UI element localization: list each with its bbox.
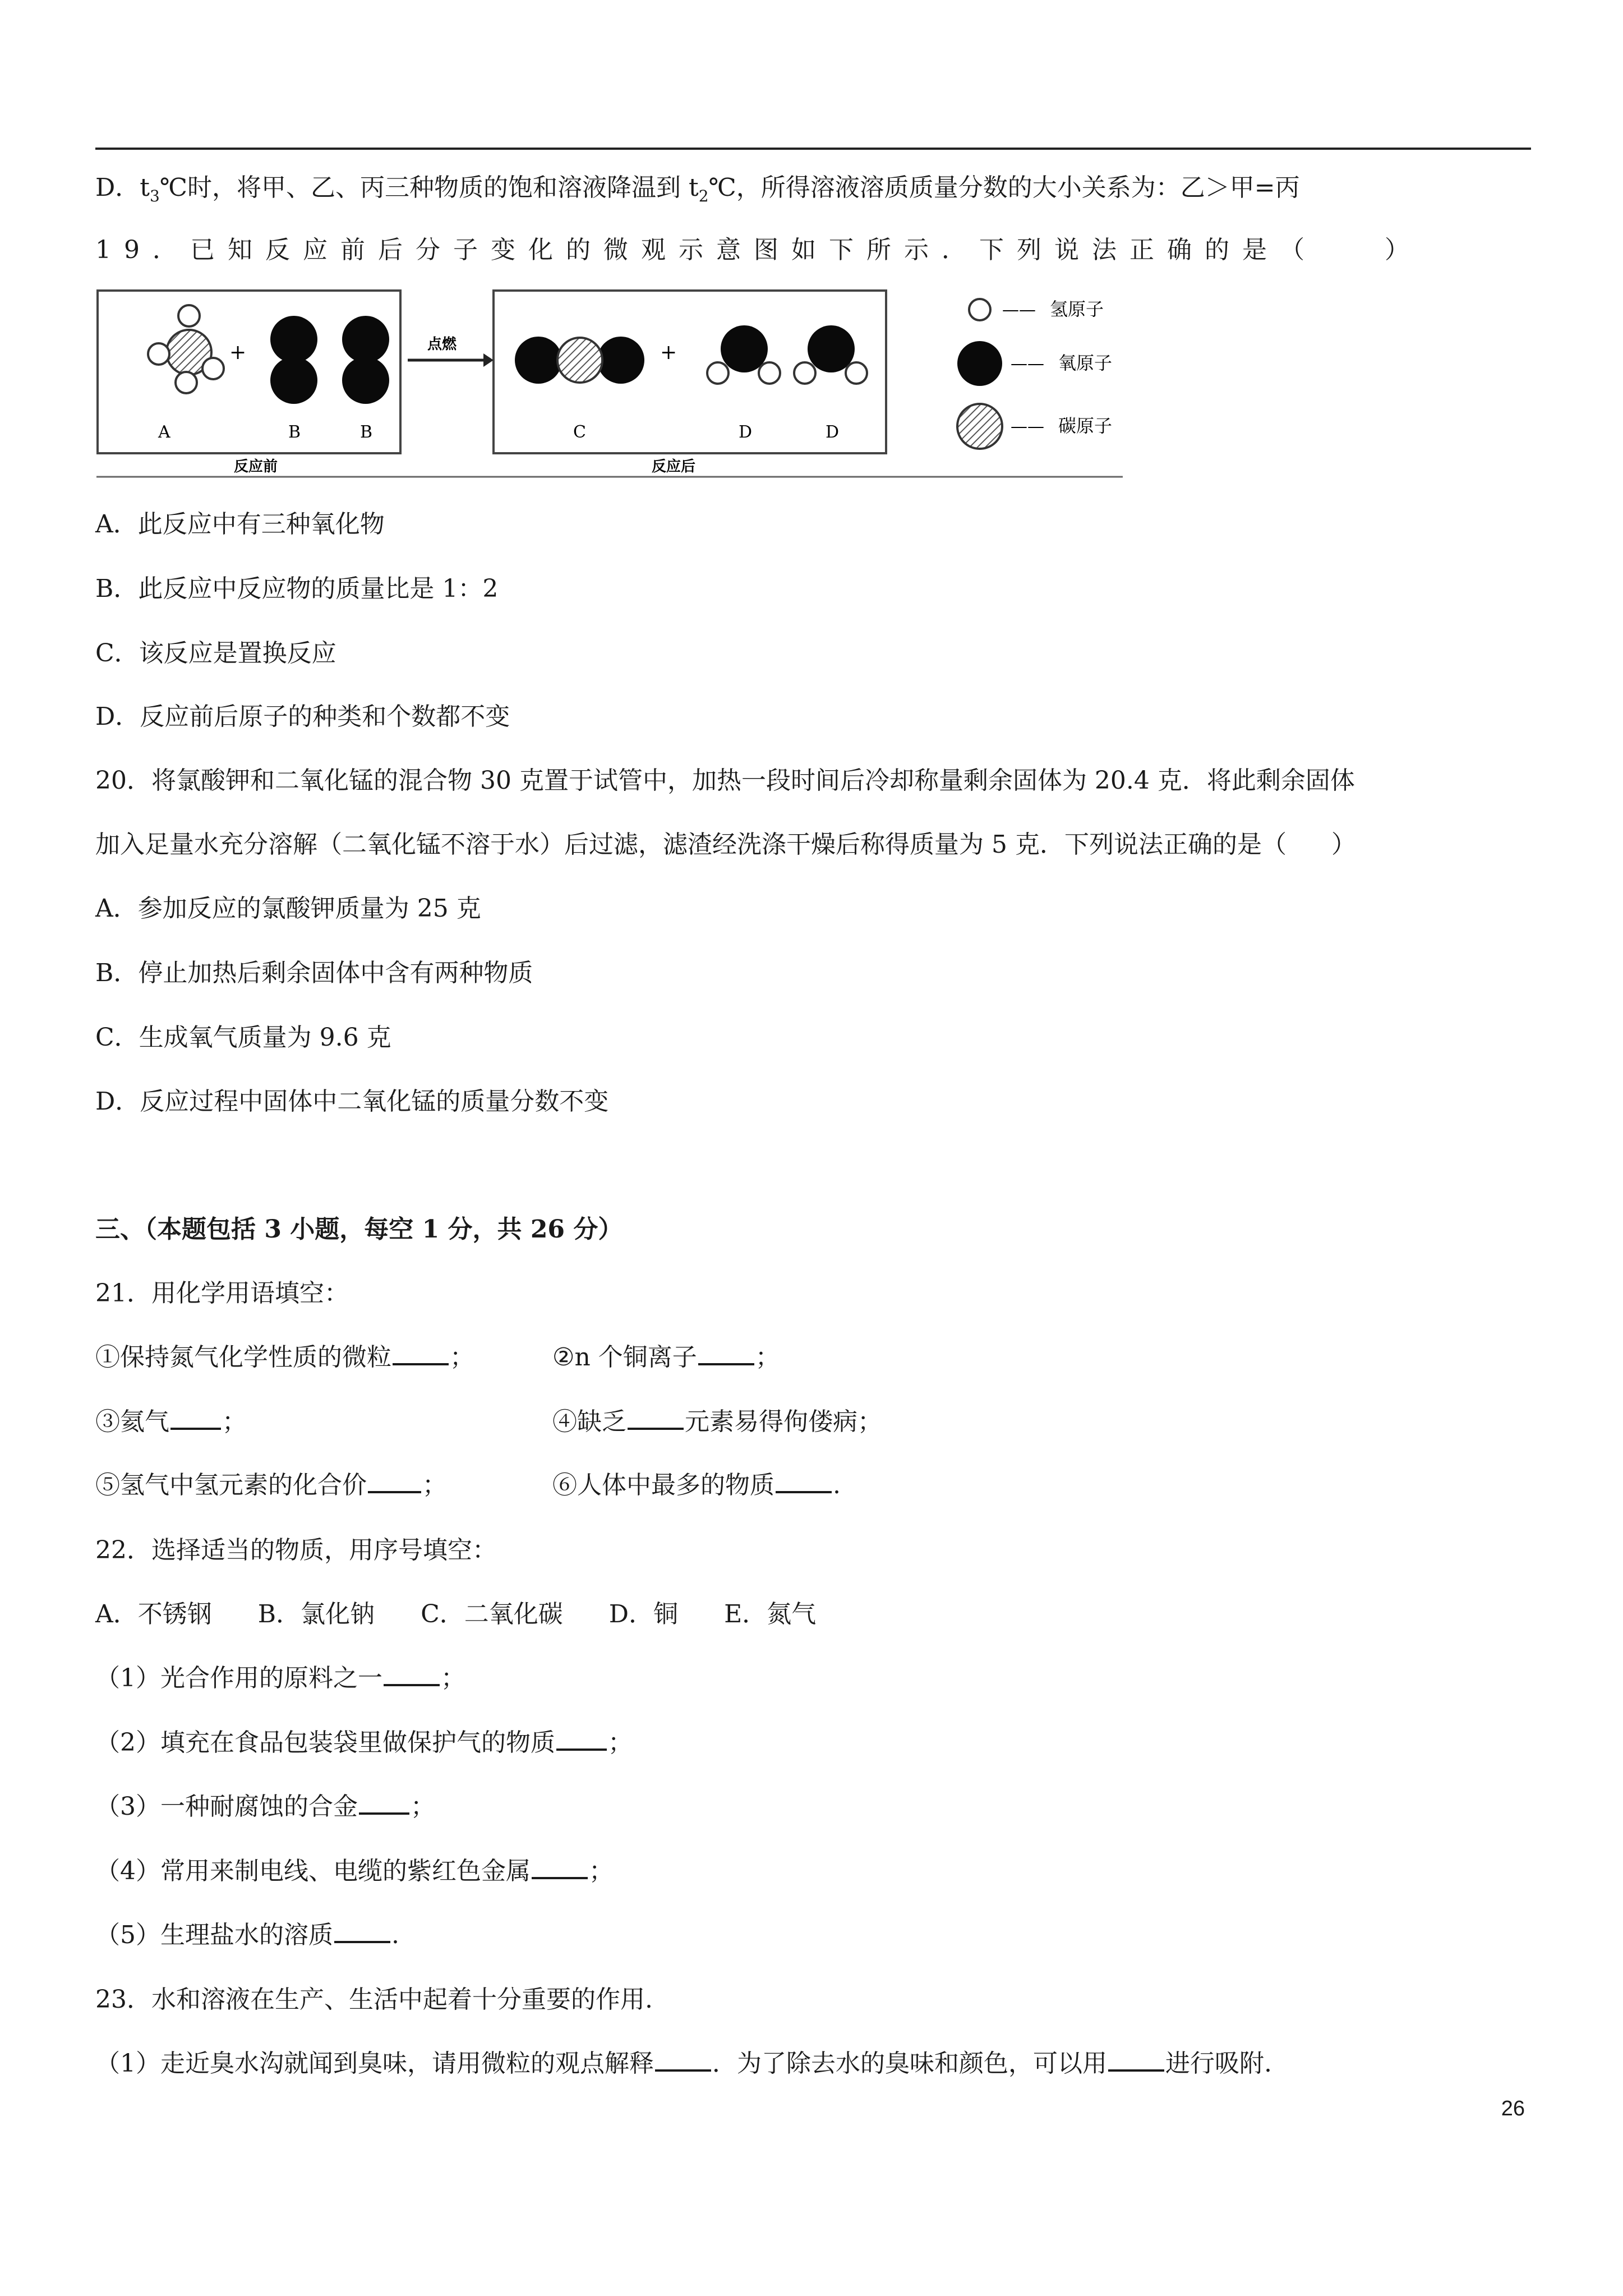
caption-before: 反应前 [234, 458, 278, 475]
hydrogen-atom-icon [969, 299, 990, 320]
q20-option-c: C．生成氧气质量为 9.6 克 [95, 1023, 391, 1052]
methane-molecule-icon [148, 305, 224, 393]
arrow-label: 点燃 [427, 336, 457, 353]
answer-blank[interactable] [655, 2047, 711, 2072]
q21-item-4: ④缺乏 元素易得佝偻病； [552, 1405, 882, 1439]
plus-after: + [660, 341, 677, 364]
q22-choice: A．不锈钢 [95, 1600, 212, 1628]
oxygen-atom-icon [957, 341, 1002, 386]
q22-choice: D．铜 [608, 1600, 679, 1628]
legend-hydrogen: 氢原子 [1050, 298, 1104, 320]
q19-option-d: D．反应前后原子的种类和个数都不变 [95, 702, 510, 731]
label-d2: D [826, 422, 840, 442]
page-number: 26 [1501, 2097, 1525, 2120]
q20-option-a: A．参加反应的氯酸钾质量为 25 克 [95, 894, 481, 923]
water-molecule-icon [794, 325, 867, 384]
answer-blank[interactable] [532, 1855, 588, 1879]
q21-item-2: ②n 个铜离子 ； [552, 1341, 780, 1374]
q20-stem-line2: 加入足量水充分溶解（二氧化锰不溶于水）后过滤，滤渣经洗涤干燥后称得质量为 5 克．下列说法正确的是（ ） [95, 830, 1356, 859]
q21-item-3: ③氦气 ； [95, 1405, 247, 1439]
answer-blank[interactable] [776, 1469, 832, 1493]
answer-blank[interactable] [556, 1726, 607, 1751]
q23-item-1: （1）走近臭水沟就闻到臭味，请用微粒的观点解释 ．为了除去水的臭味和颜色，可以用 进行吸附. [95, 2047, 1272, 2081]
answer-blank[interactable] [698, 1341, 754, 1365]
q22-item-5: （5）生理盐水的溶质 . [95, 1918, 399, 1952]
answer-blank[interactable] [359, 1790, 409, 1815]
q20-stem-line1: 20．将氯酸钾和二氧化锰的混合物 30 克置于试管中，加热一段时间后冷却称量剩余固体为 20.4 克．将此剩余固体 [95, 766, 1355, 795]
legend-dash-1: —— [1002, 300, 1036, 320]
answer-blank[interactable] [384, 1662, 440, 1686]
legend-dash-2: —— [1011, 354, 1044, 374]
label-b2: B [360, 422, 373, 442]
answer-blank[interactable] [1108, 2047, 1164, 2072]
q20-option-b: B．停止加热后剩余固体中含有两种物质 [95, 959, 533, 987]
legend-carbon: 碳原子 [1058, 415, 1113, 436]
header-rule [95, 148, 1531, 150]
q20-option-d: D．反应过程中固体中二氧化锰的质量分数不变 [95, 1087, 609, 1116]
q19-option-b: B．此反应中反应物的质量比是 1：2 [95, 574, 499, 603]
q21-item-5: ⑤氢气中氢元素的化合价 ； [95, 1469, 447, 1502]
water-molecule-icon [707, 325, 780, 384]
q23-stem: 23．水和溶液在生产、生活中起着十分重要的作用. [95, 1985, 653, 2014]
q19-option-a: A．此反应中有三种氧化物 [95, 510, 385, 539]
q22-item-4: （4）常用来制电线、电缆的紫红色金属 ； [95, 1855, 614, 1888]
carbon-atom-icon [957, 404, 1002, 449]
label-d1: D [739, 422, 753, 442]
oxygen-molecule-icon [270, 316, 317, 404]
q22-choice: B．氯化钠 [257, 1600, 375, 1628]
answer-blank[interactable] [393, 1341, 449, 1365]
plus-before: + [229, 341, 247, 364]
label-a: A [158, 422, 170, 442]
reaction-diagram [96, 280, 1162, 482]
label-b1: B [288, 422, 301, 442]
q22-item-1: （1）光合作用的原料之一 ； [95, 1662, 465, 1695]
q19-option-c: C．该反应是置换反应 [95, 639, 336, 668]
q22-choices [95, 1598, 816, 1631]
q21-item-1: ①保持氮气化学性质的微粒 ； [95, 1341, 474, 1374]
legend-dash-3: —— [1011, 417, 1044, 436]
carbon-dioxide-molecule-icon [515, 337, 644, 384]
answer-blank[interactable] [628, 1405, 684, 1430]
label-c: C [573, 422, 586, 442]
legend-oxygen: 氧原子 [1058, 352, 1113, 374]
q22-item-2: （2）填充在食品包装袋里做保护气的物质 ； [95, 1726, 633, 1760]
answer-blank[interactable] [368, 1469, 421, 1493]
section3-heading: 三、（本题包括 3 小题，每空 1 分，共 26 分） [95, 1215, 623, 1244]
caption-after: 反应后 [652, 458, 696, 475]
q21-item-6: ⑥人体中最多的物质 . [552, 1469, 841, 1502]
oxygen-molecule-icon [342, 316, 389, 404]
q19-stem: 19．已知反应前后分子变化的微观示意图如下所示．下列说法正确的是（ ） [95, 236, 1422, 264]
q22-item-3: （3）一种耐腐蚀的合金 ； [95, 1790, 435, 1824]
q22-choice: C．二氧化碳 [421, 1600, 563, 1628]
q22-stem: 22．选择适当的物质，用序号填空： [95, 1536, 497, 1565]
answer-blank[interactable] [334, 1918, 390, 1943]
answer-blank[interactable] [170, 1405, 221, 1430]
q22-choice: E．氮气 [724, 1600, 817, 1628]
q18-option-d: D．$t_3℃$时，将甲、乙、丙三种物质的饱和溶液降温到 $t_2℃$，所得溶液溶质质量分数的大小关系为：乙＞甲=丙 [95, 173, 1300, 205]
q21-stem: 21．用化学用语填空： [95, 1279, 349, 1308]
